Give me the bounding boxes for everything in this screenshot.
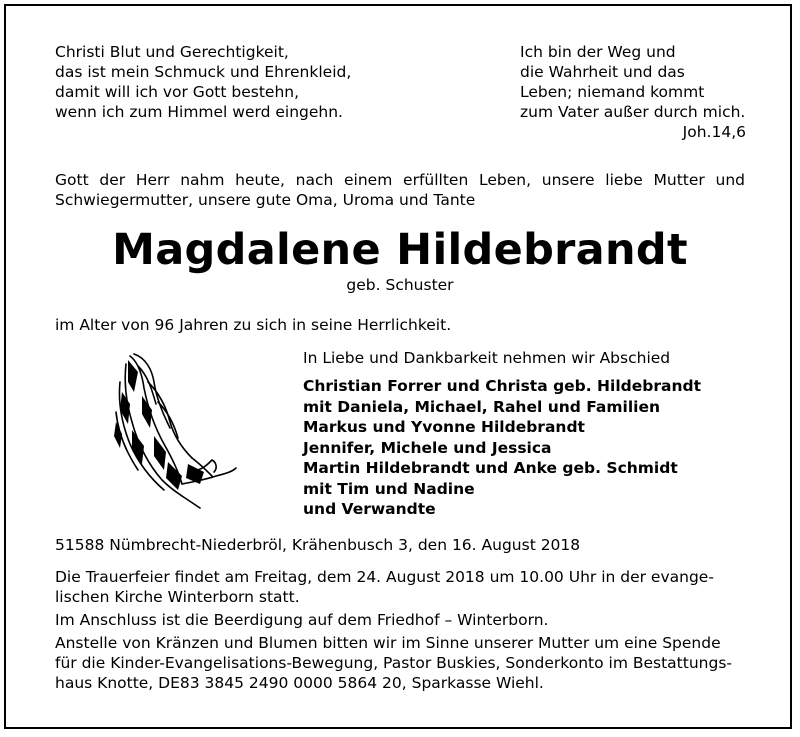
donation-paragraph (55, 633, 745, 693)
verse-right (520, 42, 746, 142)
donation-line: Anstelle von Kränzen und Blumen bitten wir im Sinne unserer Mutter um eine Spende (55, 634, 721, 652)
mourner-line: Markus und Yvonne Hildebrandt (303, 418, 585, 436)
verse-left-line: wenn ich zum Himmel werd eingehn. (55, 103, 343, 121)
verse-left-line: das ist mein Schmuck und Ehrenkleid, (55, 63, 352, 81)
funeral-line: Die Trauerfeier findet am Freitag, dem 24. August 2018 um 10.00 Uhr in der evange- (55, 568, 714, 586)
intro-line: Gott der Herr nahm heute, nach einem erfüllten Leben, unsere liebe Mutter und (55, 171, 745, 189)
bible-reference: Joh.14,6 (682, 123, 746, 141)
mourner-line: Christian Forrer und Christa geb. Hildebrandt (303, 377, 702, 395)
mourner-line: mit Tim und Nadine (303, 479, 475, 498)
donation-line: für die Kinder-Evangelisations-Bewegung, Pastor Buskies, Sonderkonto im Bestattungs- (55, 654, 732, 672)
age-line: im Alter von 96 Jahren zu sich in seine Herrlichkeit. (55, 316, 452, 334)
burial-line: Im Anschluss ist die Beerdigung auf dem Friedhof – Winterborn. (55, 611, 549, 629)
verse-right-line: die Wahrheit und das (520, 63, 685, 81)
mourner-line: Martin Hildebrandt und Anke geb. Schmidt (303, 459, 678, 477)
donation-line: haus Knotte, DE83 3845 2490 0000 5864 20, Sparkasse Wiehl. (55, 674, 544, 692)
birth-name: geb. Schuster (346, 276, 454, 294)
verse-right-line: Leben; niemand kommt (520, 83, 705, 101)
mourner-line: Jennifer, Michele und Jessica (303, 438, 552, 457)
verse-right-line: Ich bin der Weg und (520, 43, 676, 61)
funeral-line: lischen Kirche Winterborn statt. (55, 588, 300, 606)
mourner-line: mit Daniela, Michael, Rahel und Familien (303, 397, 661, 416)
verse-left-line: Christi Blut und Gerechtigkeit, (55, 43, 289, 61)
mourner-line: und Verwandte (303, 500, 436, 518)
deceased-name: Magdalene Hildebrandt (112, 225, 688, 275)
verse-left (55, 42, 351, 122)
praying-hands-icon (108, 352, 240, 512)
verse-right-line: zum Vater außer durch mich. (520, 103, 746, 121)
verse-left-line: damit will ich vor Gott bestehn, (55, 83, 300, 101)
farewell-line: In Liebe und Dankbarkeit nehmen wir Abschied (303, 349, 671, 367)
place-date: 51588 Nümbrecht-Niederbröl, Krähenbusch 3, den 16. August 2018 (55, 536, 581, 554)
funeral-paragraph (55, 567, 745, 607)
intro-text (55, 170, 745, 210)
mourners-list (303, 376, 701, 520)
intro-line: Schwiegermutter, unsere gute Oma, Uroma und Tante (55, 191, 476, 209)
